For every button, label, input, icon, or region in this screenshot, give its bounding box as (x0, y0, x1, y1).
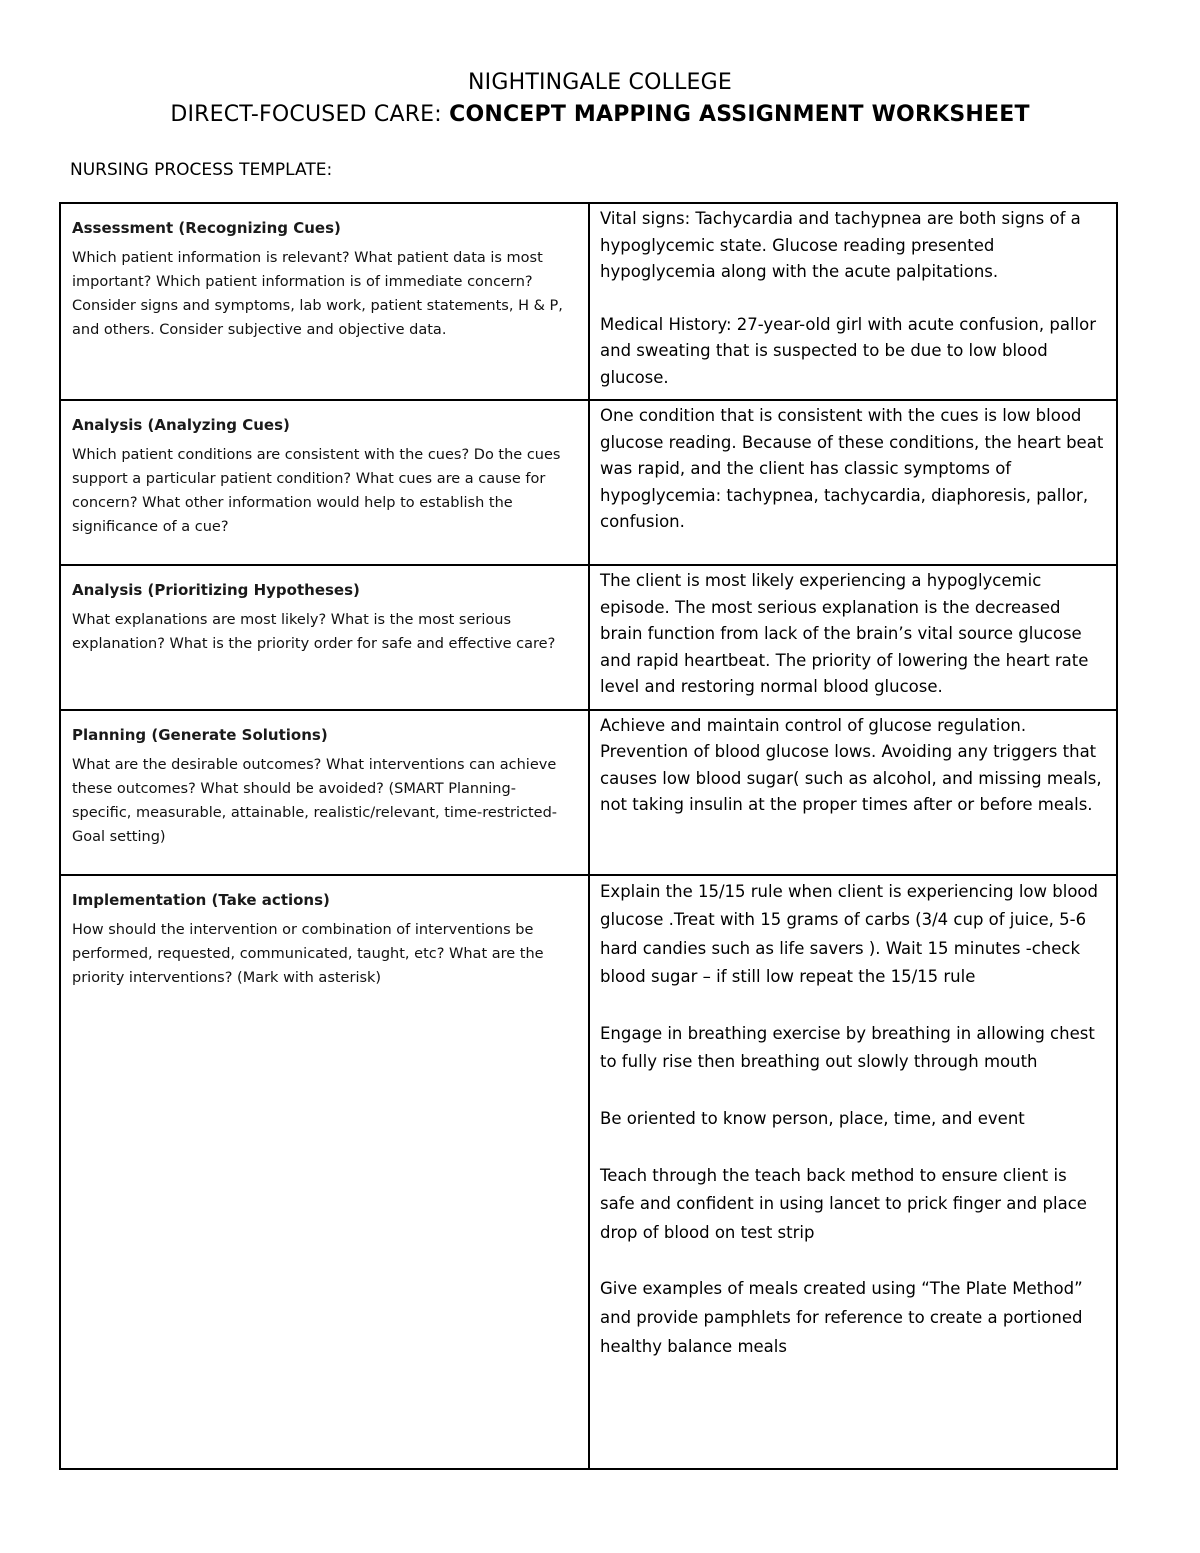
table-row-assessment (60, 203, 1117, 400)
table-row-analysis-hypotheses (60, 565, 1117, 710)
worksheet-title-prefix: DIRECT-FOCUSED CARE: (170, 102, 450, 127)
row-response-cell (589, 875, 1117, 1469)
row-heading: Analysis (Prioritizing Hypotheses) (72, 581, 360, 599)
row-prompt: How should the intervention or combination of interventions be performed, requested, communicated, taught, etc? What are the priority interventions? (Mark with asterisk) (72, 921, 544, 986)
college-title: NIGHTINGALE COLLEGE (467, 70, 732, 95)
row-heading: Planning (Generate Solutions) (72, 725, 328, 744)
row-question-cell (60, 710, 589, 875)
response-paragraph: Be oriented to know person, place, time, and event (600, 1109, 1025, 1129)
row-question-cell (60, 400, 589, 565)
row-prompt: What are the desirable outcomes? What interventions can achieve these outcomes? What should be avoided? (SMART Planning- specific, measurable, attainable, realistic/relevant, time-restricted- Goal setting) (72, 756, 558, 845)
row-response-cell (589, 710, 1117, 875)
response-paragraph: Give examples of meals created using “The Plate Method” and provide pamphlets for reference to create a portioned healthy balance meals (600, 1279, 1083, 1356)
response-paragraph: Medical History: 27-year-old girl with acute confusion, pallor and sweating that is suspected to be due to low blood glucose. (600, 314, 1097, 387)
nursing-process-table (59, 202, 1118, 1470)
response-paragraph: The client is most likely experiencing a hypoglycemic episode. The most serious explanation is the decreased brain function from lack of the brain’s vital source glucose and rapid heartbeat. The priority of lowering the heart rate level and restoring normal blood glucose. (600, 571, 1089, 696)
worksheet-title-bold: CONCEPT MAPPING ASSIGNMENT WORKSHEET (449, 102, 1030, 127)
response-paragraph: Teach through the teach back method to ensure client is safe and confident in using lancet to prick finger and place drop of blood on test strip (600, 1165, 1087, 1242)
row-prompt: Which patient conditions are consistent with the cues? Do the cues support a particular patient condition? What cues are a cause for concern? What other information would help to establish the significance of a cue? (72, 447, 561, 535)
row-question-cell (60, 875, 589, 1469)
row-question-cell (60, 203, 589, 400)
row-prompt: What explanations are most likely? What is the most serious explanation? What is the priority order for safe and effective care? (72, 612, 556, 652)
row-response-cell (589, 400, 1117, 565)
table-row-analysis-cues (60, 400, 1117, 565)
response-paragraph: Engage in breathing exercise by breathing in allowing chest to fully rise then breathing out slowly through mouth (600, 1023, 1095, 1072)
response-paragraph: Vital signs: Tachycardia and tachypnea are both signs of a hypoglycemic state. Glucose reading presented hypoglycemia along with the acute palpitations. (600, 209, 1081, 281)
response-paragraph: Achieve and maintain control of glucose regulation. Prevention of blood glucose lows. Avoiding any triggers that causes low blood sugar( such as alcohol, and missing meals, not taking insulin at the proper times after or before meals. (600, 715, 1102, 814)
worksheet-title (0, 102, 1200, 127)
row-response-cell (589, 203, 1117, 400)
row-response-cell (589, 565, 1117, 710)
row-heading: Analysis (Analyzing Cues) (72, 416, 290, 434)
template-label: NURSING PROCESS TEMPLATE: (70, 160, 333, 180)
table-row-planning (60, 710, 1117, 875)
row-question-cell (60, 565, 589, 710)
response-paragraph: Explain the 15/15 rule when client is experiencing low blood glucose .Treat with 15 grams of carbs (3/4 cup of juice, 5-6 hard candies such as life savers ). Wait 15 minutes -check blood sugar – if still low repeat the 15/15 rule (600, 881, 1098, 987)
response-paragraph: One condition that is consistent with the cues is low blood glucose reading. Because of these conditions, the heart beat was rapid, and the client has classic symptoms of hypoglycemia: tachypnea, tachycardia, diaphoresis, pallor, confusion. (600, 406, 1104, 531)
row-heading: Assessment (Recognizing Cues) (72, 219, 341, 237)
table-row-implementation (60, 875, 1117, 1469)
row-heading: Implementation (Take actions) (72, 890, 330, 909)
row-prompt: Which patient information is relevant? What patient data is most important? Which patient information is of immediate concern? Consider signs and symptoms, lab work, patient statements, H & P, and others. Consider subjective and objective data. (72, 250, 563, 338)
